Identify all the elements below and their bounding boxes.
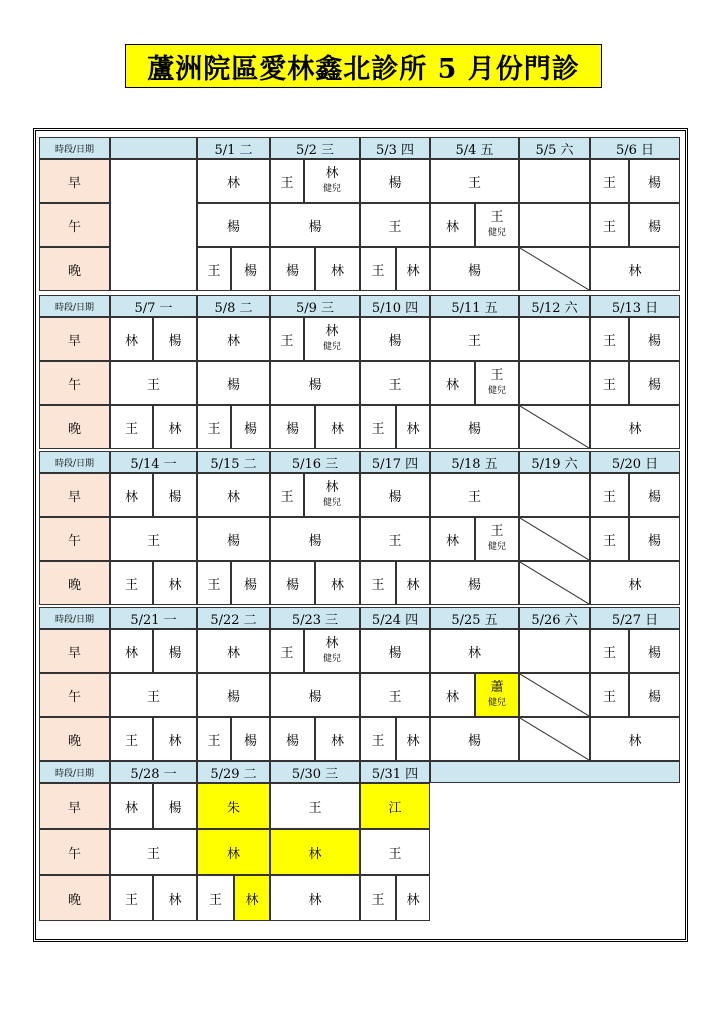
doctor-cell: 王 xyxy=(197,247,231,291)
doctor-cell: 楊 xyxy=(153,783,197,829)
slot-header: 時段/日期 xyxy=(39,607,110,629)
doctor-cell: 林 xyxy=(234,875,270,921)
date-header: 5/5 六 xyxy=(519,137,590,159)
doctor-cell: 林 xyxy=(396,875,430,921)
doctor-cell: 林 xyxy=(315,561,360,605)
doctor-cell: 林 xyxy=(110,783,153,829)
date-header xyxy=(110,137,197,159)
doctor-cell: 王 xyxy=(110,673,197,717)
doctor-name: 林 xyxy=(325,479,339,495)
doctor-cell: 楊 xyxy=(197,203,270,247)
date-header: 5/2 三 xyxy=(270,137,360,159)
doctor-cell: 王 xyxy=(360,829,430,875)
slot-header: 時段/日期 xyxy=(39,137,110,159)
doctor-cell: 王 xyxy=(590,629,629,673)
doctor-cell xyxy=(304,159,360,203)
doctor-cell: 林 xyxy=(110,629,153,673)
doctor-cell: 楊 xyxy=(270,203,360,247)
slot-label-morning: 早 xyxy=(39,473,110,517)
doctor-cell: 林 xyxy=(197,629,270,673)
slot-label-noon: 午 xyxy=(39,829,110,875)
doctor-cell: 林 xyxy=(153,561,197,605)
date-header: 5/7 一 xyxy=(110,295,197,317)
doctor-name: 蕭 xyxy=(490,679,504,695)
doctor-name: 王 xyxy=(490,209,504,225)
doctor-cell xyxy=(304,473,360,517)
doctor-cell: 楊 xyxy=(629,361,680,405)
doctor-cell: 楊 xyxy=(153,317,197,361)
empty-cell xyxy=(519,361,590,405)
doctor-cell: 楊 xyxy=(270,405,315,449)
doctor-cell: 王 xyxy=(197,561,231,605)
slot-label-morning: 早 xyxy=(39,629,110,673)
diagonal-line xyxy=(520,674,589,716)
date-header: 5/10 四 xyxy=(360,295,430,317)
doctor-cell: 楊 xyxy=(153,629,197,673)
doctor-cell: 楊 xyxy=(360,473,430,517)
slot-label-morning: 早 xyxy=(39,159,110,203)
doctor-cell: 王 xyxy=(110,361,197,405)
doctor-cell: 楊 xyxy=(197,673,270,717)
doctor-cell: 楊 xyxy=(629,473,680,517)
doctor-cell: 王 xyxy=(197,875,234,921)
empty-cell xyxy=(519,629,590,673)
doctor-cell: 林 xyxy=(590,247,680,291)
doctor-cell: 王 xyxy=(590,473,629,517)
doctor-cell: 林 xyxy=(590,405,680,449)
health-child-label: 健兒 xyxy=(487,228,506,239)
doctor-cell: 楊 xyxy=(270,561,315,605)
doctor-cell: 王 xyxy=(430,473,519,517)
diagonal-line xyxy=(520,518,589,560)
date-header: 5/4 五 xyxy=(430,137,519,159)
doctor-cell: 王 xyxy=(360,247,396,291)
doctor-cell: 林 xyxy=(315,717,360,761)
empty-cell xyxy=(519,203,590,247)
date-header: 5/8 二 xyxy=(197,295,270,317)
health-child-label: 健兒 xyxy=(487,386,506,397)
doctor-cell: 楊 xyxy=(629,673,680,717)
health-child-label: 健兒 xyxy=(322,342,341,353)
slot-label-evening: 晚 xyxy=(39,405,110,449)
doctor-cell: 林 xyxy=(396,405,430,449)
doctor-cell: 楊 xyxy=(270,517,360,561)
health-child-label: 健兒 xyxy=(322,184,341,195)
doctor-cell: 楊 xyxy=(430,717,519,761)
doctor-cell: 楊 xyxy=(270,361,360,405)
doctor-name: 王 xyxy=(490,523,504,539)
doctor-cell: 王 xyxy=(360,517,430,561)
doctor-cell: 林 xyxy=(197,159,270,203)
doctor-cell: 王 xyxy=(110,717,153,761)
doctor-cell xyxy=(475,203,519,247)
doctor-cell: 林 xyxy=(430,673,475,717)
doctor-cell: 王 xyxy=(430,317,519,361)
doctor-cell: 楊 xyxy=(231,561,270,605)
doctor-cell: 王 xyxy=(360,405,396,449)
doctor-cell: 林 xyxy=(197,317,270,361)
slot-header: 時段/日期 xyxy=(39,295,110,317)
doctor-cell: 王 xyxy=(590,203,629,247)
doctor-cell: 王 xyxy=(270,473,304,517)
doctor-cell: 林 xyxy=(153,875,197,921)
closed-cell xyxy=(519,517,590,561)
date-header: 5/1 二 xyxy=(197,137,270,159)
doctor-cell: 林 xyxy=(430,629,519,673)
doctor-cell: 楊 xyxy=(629,317,680,361)
date-header: 5/14 一 xyxy=(110,451,197,473)
doctor-cell: 楊 xyxy=(360,317,430,361)
doctor-cell: 林 xyxy=(396,247,430,291)
doctor-cell: 楊 xyxy=(430,247,519,291)
doctor-cell: 王 xyxy=(360,561,396,605)
doctor-cell: 林 xyxy=(270,829,360,875)
doctor-cell xyxy=(475,517,519,561)
doctor-cell: 林 xyxy=(197,473,270,517)
page-title: 蘆洲院區愛林鑫北診所 5 月份門診 xyxy=(125,44,602,88)
empty-cell xyxy=(519,317,590,361)
header-filler xyxy=(430,761,680,783)
doctor-cell: 王 xyxy=(360,875,396,921)
doctor-cell: 王 xyxy=(360,717,396,761)
date-header: 5/12 六 xyxy=(519,295,590,317)
doctor-cell: 林 xyxy=(110,473,153,517)
diagonal-line xyxy=(520,248,589,290)
doctor-cell: 楊 xyxy=(430,405,519,449)
closed-cell xyxy=(519,247,590,291)
doctor-cell: 林 xyxy=(315,247,360,291)
doctor-cell: 王 xyxy=(590,517,629,561)
doctor-cell: 王 xyxy=(590,673,629,717)
doctor-cell xyxy=(475,673,519,717)
doctor-cell: 林 xyxy=(315,405,360,449)
slot-label-morning: 早 xyxy=(39,317,110,361)
doctor-cell: 王 xyxy=(590,361,629,405)
date-header: 5/17 四 xyxy=(360,451,430,473)
doctor-name: 林 xyxy=(325,635,339,651)
date-header: 5/20 日 xyxy=(590,451,680,473)
date-header: 5/26 六 xyxy=(519,607,590,629)
closed-cell xyxy=(519,561,590,605)
doctor-name: 林 xyxy=(325,165,339,181)
closed-cell xyxy=(519,673,590,717)
doctor-cell: 王 xyxy=(270,629,304,673)
empty-cell xyxy=(519,159,590,203)
doctor-cell: 王 xyxy=(197,717,231,761)
doctor-cell: 林 xyxy=(153,405,197,449)
health-child-label: 健兒 xyxy=(487,542,506,553)
doctor-cell: 楊 xyxy=(430,561,519,605)
doctor-cell: 楊 xyxy=(270,247,315,291)
doctor-cell: 林 xyxy=(590,717,680,761)
doctor-cell: 楊 xyxy=(270,673,360,717)
date-header: 5/28 一 xyxy=(110,761,197,783)
doctor-cell: 王 xyxy=(110,561,153,605)
doctor-name: 林 xyxy=(325,323,339,339)
health-child-label: 健兒 xyxy=(322,498,341,509)
diagonal-line xyxy=(520,562,589,604)
doctor-cell xyxy=(304,629,360,673)
doctor-cell: 王 xyxy=(360,203,430,247)
date-header: 5/18 五 xyxy=(430,451,519,473)
closed-cell xyxy=(519,717,590,761)
date-header: 5/23 三 xyxy=(270,607,360,629)
doctor-cell xyxy=(475,361,519,405)
health-child-label: 健兒 xyxy=(487,698,506,709)
date-header: 5/15 二 xyxy=(197,451,270,473)
empty-cell xyxy=(519,473,590,517)
date-header: 5/16 三 xyxy=(270,451,360,473)
doctor-cell: 楊 xyxy=(153,473,197,517)
doctor-cell: 王 xyxy=(590,159,629,203)
doctor-cell: 楊 xyxy=(270,717,315,761)
slot-label-evening: 晚 xyxy=(39,717,110,761)
doctor-cell: 王 xyxy=(110,517,197,561)
doctor-cell: 王 xyxy=(197,405,231,449)
doctor-cell: 林 xyxy=(396,717,430,761)
doctor-cell: 楊 xyxy=(629,203,680,247)
date-header: 5/3 四 xyxy=(360,137,430,159)
date-header: 5/30 三 xyxy=(270,761,360,783)
doctor-cell: 林 xyxy=(430,203,475,247)
slot-label-evening: 晚 xyxy=(39,247,110,291)
doctor-cell: 王 xyxy=(110,875,153,921)
doctor-cell: 楊 xyxy=(231,247,270,291)
doctor-cell: 林 xyxy=(430,361,475,405)
closed-cell xyxy=(519,405,590,449)
doctor-cell: 楊 xyxy=(197,361,270,405)
slot-label-noon: 午 xyxy=(39,517,110,561)
slot-header: 時段/日期 xyxy=(39,451,110,473)
date-header: 5/27 日 xyxy=(590,607,680,629)
doctor-cell: 王 xyxy=(270,783,360,829)
date-header: 5/9 三 xyxy=(270,295,360,317)
doctor-cell: 楊 xyxy=(629,517,680,561)
doctor-cell: 林 xyxy=(197,829,270,875)
diagonal-line xyxy=(520,718,589,760)
doctor-cell: 楊 xyxy=(629,159,680,203)
doctor-cell: 楊 xyxy=(231,405,270,449)
doctor-cell: 林 xyxy=(430,517,475,561)
doctor-cell: 楊 xyxy=(197,517,270,561)
doctor-cell: 王 xyxy=(360,361,430,405)
date-header: 5/24 四 xyxy=(360,607,430,629)
doctor-cell: 楊 xyxy=(629,629,680,673)
date-header: 5/22 二 xyxy=(197,607,270,629)
date-header: 5/11 五 xyxy=(430,295,519,317)
diagonal-line xyxy=(520,406,589,448)
doctor-cell: 林 xyxy=(396,561,430,605)
slot-header: 時段/日期 xyxy=(39,761,110,783)
doctor-cell: 楊 xyxy=(360,159,430,203)
date-header: 5/6 日 xyxy=(590,137,680,159)
doctor-cell: 王 xyxy=(270,159,304,203)
slot-label-evening: 晚 xyxy=(39,875,110,921)
slot-label-noon: 午 xyxy=(39,203,110,247)
empty-cell xyxy=(110,159,197,291)
doctor-cell: 王 xyxy=(430,159,519,203)
date-header: 5/25 五 xyxy=(430,607,519,629)
date-header: 5/21 一 xyxy=(110,607,197,629)
doctor-cell xyxy=(304,317,360,361)
slot-label-noon: 午 xyxy=(39,673,110,717)
date-header: 5/31 四 xyxy=(360,761,430,783)
doctor-cell: 王 xyxy=(590,317,629,361)
doctor-name: 王 xyxy=(490,367,504,383)
date-header: 5/29 二 xyxy=(197,761,270,783)
doctor-cell: 林 xyxy=(153,717,197,761)
doctor-cell: 林 xyxy=(270,875,360,921)
slot-label-noon: 午 xyxy=(39,361,110,405)
doctor-cell: 林 xyxy=(590,561,680,605)
slot-label-morning: 早 xyxy=(39,783,110,829)
date-header: 5/19 六 xyxy=(519,451,590,473)
schedule-table xyxy=(33,128,688,942)
health-child-label: 健兒 xyxy=(322,654,341,665)
date-header: 5/13 日 xyxy=(590,295,680,317)
doctor-cell: 楊 xyxy=(360,629,430,673)
doctor-cell: 王 xyxy=(110,405,153,449)
doctor-cell: 朱 xyxy=(197,783,270,829)
doctor-cell: 林 xyxy=(110,317,153,361)
slot-label-evening: 晚 xyxy=(39,561,110,605)
doctor-cell: 王 xyxy=(110,829,197,875)
doctor-cell: 江 xyxy=(360,783,430,829)
doctor-cell: 王 xyxy=(360,673,430,717)
doctor-cell: 楊 xyxy=(231,717,270,761)
doctor-cell: 王 xyxy=(270,317,304,361)
